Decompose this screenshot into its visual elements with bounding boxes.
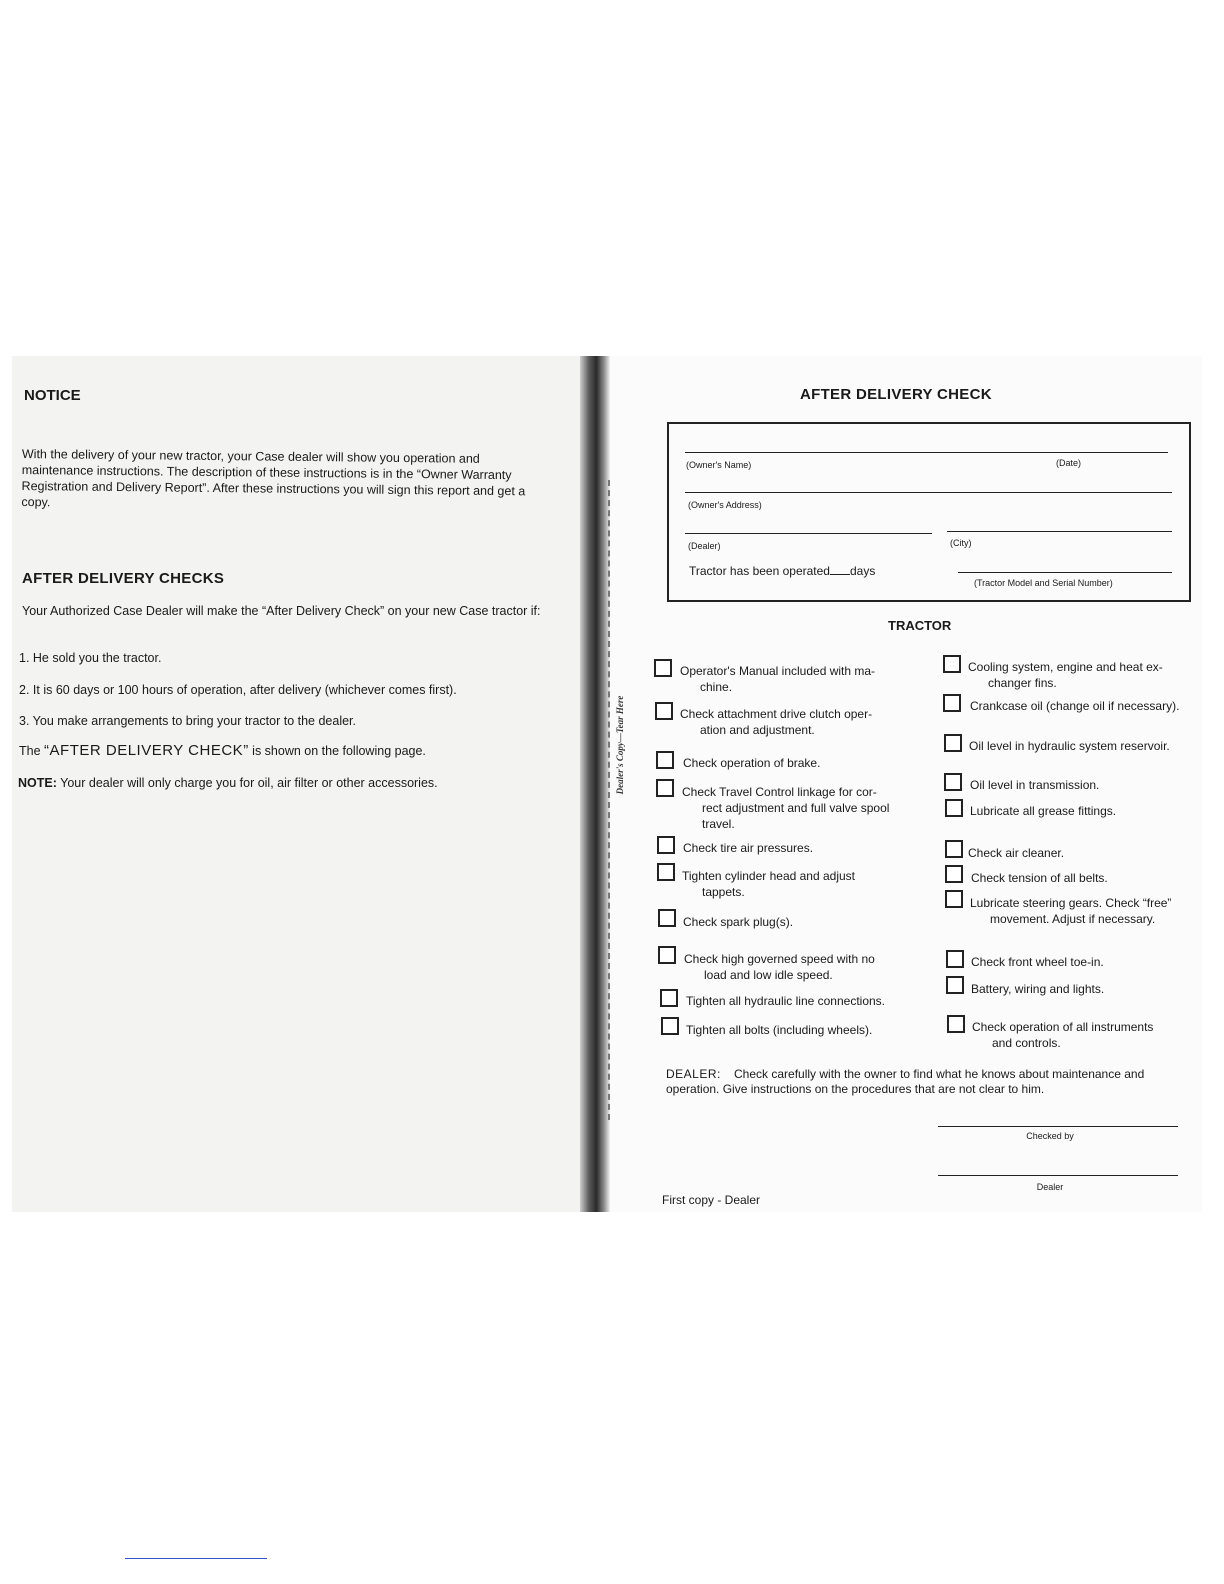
tear-line — [608, 480, 610, 1120]
item-hydraulic-connections — [686, 993, 916, 1009]
item-text: Check tire air pressures. — [683, 841, 814, 855]
notice-heading: NOTICE — [24, 387, 81, 404]
checkbox-transmission-oil[interactable] — [944, 773, 962, 791]
checkbox-battery[interactable] — [946, 976, 964, 994]
item-tire-pressure — [683, 840, 908, 856]
item-battery — [971, 981, 1181, 997]
checkbox-cooling-system[interactable] — [943, 655, 961, 673]
checked-by-label: Checked by — [1026, 1131, 1074, 1141]
checkbox-air-cleaner[interactable] — [945, 840, 963, 858]
item-text: Check air cleaner. — [968, 846, 1065, 860]
condition-3: 3. You make arrangements to bring your tractor to the dealer. — [19, 714, 357, 728]
condition-1: 1. He sold you the tractor. — [19, 651, 162, 665]
checkbox-steering-gears[interactable] — [945, 890, 963, 908]
owner-name-label: (Owner's Name) — [686, 460, 752, 470]
city-line[interactable] — [947, 531, 1172, 532]
checkbox-tighten-bolts[interactable] — [661, 1017, 679, 1035]
dealer-instructions — [666, 1067, 1186, 1097]
operated-suffix: days — [849, 564, 876, 578]
checkbox-attachment-clutch[interactable] — [655, 702, 673, 720]
date-label: (Date) — [1056, 458, 1082, 468]
item-text: Tighten cylinder head and adjust — [682, 869, 856, 883]
first-copy-note: First copy - Dealer — [662, 1193, 761, 1207]
condition-2: 2. It is 60 days or 100 hours of operation, after delivery (whichever comes first). — [19, 683, 457, 697]
model-serial-label: (Tractor Model and Serial Number) — [974, 578, 1113, 588]
tractor-section-heading: TRACTOR — [888, 618, 952, 633]
checkbox-brake[interactable] — [656, 751, 674, 769]
item-text: Check tension of all belts. — [971, 871, 1108, 885]
item-text: Check Travel Control linkage for cor- — [682, 785, 877, 799]
note-text: Your dealer will only charge you for oil, air filter or other accessories. — [60, 776, 438, 790]
item-text: Check high governed speed with no — [684, 952, 875, 966]
item-text: Battery, wiring and lights. — [971, 982, 1105, 996]
following-page-line — [19, 742, 426, 759]
checkbox-crankcase-oil[interactable] — [943, 694, 961, 712]
item-text: Lubricate all grease fittings. — [970, 804, 1117, 818]
checkbox-grease-fittings[interactable] — [945, 799, 963, 817]
item-instruments — [972, 1019, 1187, 1051]
item-text: Check front wheel toe-in. — [971, 955, 1104, 969]
item-text: Check operation of all instruments — [972, 1020, 1154, 1034]
item-text: Crankcase oil (change oil if necessary). — [970, 699, 1180, 713]
item-text: Check attachment drive clutch oper- — [680, 707, 873, 721]
following-title: “AFTER DELIVERY CHECK” — [44, 742, 249, 759]
page-link-underline — [125, 1558, 267, 1559]
item-governed-speed — [684, 951, 909, 983]
city-label: (City) — [950, 538, 972, 548]
item-air-cleaner — [968, 845, 1178, 861]
item-text-cont: load and low idle speed. — [704, 968, 833, 982]
item-operators-manual — [680, 663, 905, 695]
checkbox-cylinder-head[interactable] — [657, 863, 675, 881]
after-delivery-checks-heading: AFTER DELIVERY CHECKS — [22, 570, 225, 587]
item-travel-control — [682, 784, 907, 832]
item-grease-fittings — [970, 803, 1180, 819]
owner-address-line[interactable] — [685, 492, 1172, 493]
item-text: Check operation of brake. — [683, 756, 821, 770]
dealer-note-text: Check carefully with the owner to find what he knows about maintenance and operation. Give instructions on the procedures that are not clear to him. — [666, 1067, 1145, 1096]
following-suffix: is shown on the following page. — [252, 744, 426, 758]
checkbox-hydraulic-oil[interactable] — [944, 734, 962, 752]
item-text-cont: rect adjustment and full valve spool travel. — [702, 801, 890, 831]
item-hydraulic-oil — [969, 738, 1194, 754]
dealer-signature-line[interactable] — [938, 1175, 1178, 1176]
checkbox-belt-tension[interactable] — [945, 865, 963, 883]
dealer-label: (Dealer) — [688, 541, 721, 551]
owner-name-line[interactable] — [685, 452, 1168, 453]
item-brake — [683, 755, 908, 771]
item-cooling-system — [968, 659, 1183, 691]
item-text: Tighten all hydraulic line connections. — [686, 994, 886, 1008]
dealer-signature-label: Dealer — [1036, 1182, 1064, 1192]
checks-intro: Your Authorized Case Dealer will make the “After Delivery Check” on your new Case tractor if: — [22, 604, 541, 618]
item-attachment-clutch — [680, 706, 905, 738]
item-spark-plugs — [683, 914, 908, 930]
item-text: Tighten all bolts (including wheels). — [686, 1023, 873, 1037]
owner-address-label: (Owner's Address) — [688, 500, 762, 510]
item-text-cont: chine. — [700, 680, 733, 694]
item-belt-tension — [971, 870, 1181, 886]
item-text: Oil level in hydraulic system reservoir. — [969, 739, 1170, 753]
item-toe-in — [971, 954, 1181, 970]
item-text: Lubricate steering gears. Check “free” — [970, 896, 1172, 910]
item-text-cont: tappets. — [702, 885, 745, 899]
following-prefix: The — [19, 744, 41, 758]
item-text-cont: ation and adjustment. — [700, 723, 815, 737]
checkbox-travel-control[interactable] — [656, 779, 674, 797]
item-tighten-bolts — [686, 1022, 916, 1038]
checkbox-instruments[interactable] — [947, 1015, 965, 1033]
dealer-line[interactable] — [685, 533, 932, 534]
checked-by-line[interactable] — [938, 1126, 1178, 1127]
item-text-cont: changer fins. — [988, 676, 1057, 690]
book-gutter — [580, 356, 610, 1212]
form-title: AFTER DELIVERY CHECK — [800, 386, 992, 403]
item-text: Cooling system, engine and heat ex- — [968, 660, 1163, 674]
item-text: Operator's Manual included with ma- — [680, 664, 876, 678]
model-serial-line[interactable] — [958, 572, 1172, 573]
item-text-cont: movement. Adjust if necessary. — [990, 912, 1156, 926]
item-text-cont: and controls. — [992, 1036, 1061, 1050]
notice-text: With the delivery of your new tractor, your Case dealer will show you operation and maintenance instructions. The description of these instructions is in the “Owner Warranty Registration and Delivery Report”. After these instructions you will sign this report and get a copy. — [21, 446, 526, 510]
checkbox-operators-manual[interactable] — [654, 659, 672, 677]
item-cylinder-head — [682, 868, 907, 900]
item-text: Oil level in transmission. — [970, 778, 1100, 792]
note-label: NOTE: — [18, 776, 57, 790]
item-text: Check spark plug(s). — [683, 915, 794, 929]
item-steering-gears — [970, 895, 1195, 927]
checkbox-hydraulic-connections[interactable] — [660, 989, 678, 1007]
item-transmission-oil — [970, 777, 1180, 793]
checkbox-tire-pressure[interactable] — [657, 836, 675, 854]
checkbox-governed-speed[interactable] — [658, 946, 676, 964]
checkbox-toe-in[interactable] — [946, 950, 964, 968]
item-crankcase-oil — [970, 698, 1195, 714]
note-line — [18, 776, 438, 790]
operated-prefix: Tractor has been operated — [689, 564, 830, 578]
checkbox-spark-plugs[interactable] — [658, 909, 676, 927]
dealer-note-label: DEALER: — [666, 1067, 721, 1081]
tear-label: Dealer's Copy—Tear Here — [615, 695, 625, 795]
operated-line — [689, 564, 875, 578]
operated-days-blank[interactable] — [830, 574, 850, 575]
